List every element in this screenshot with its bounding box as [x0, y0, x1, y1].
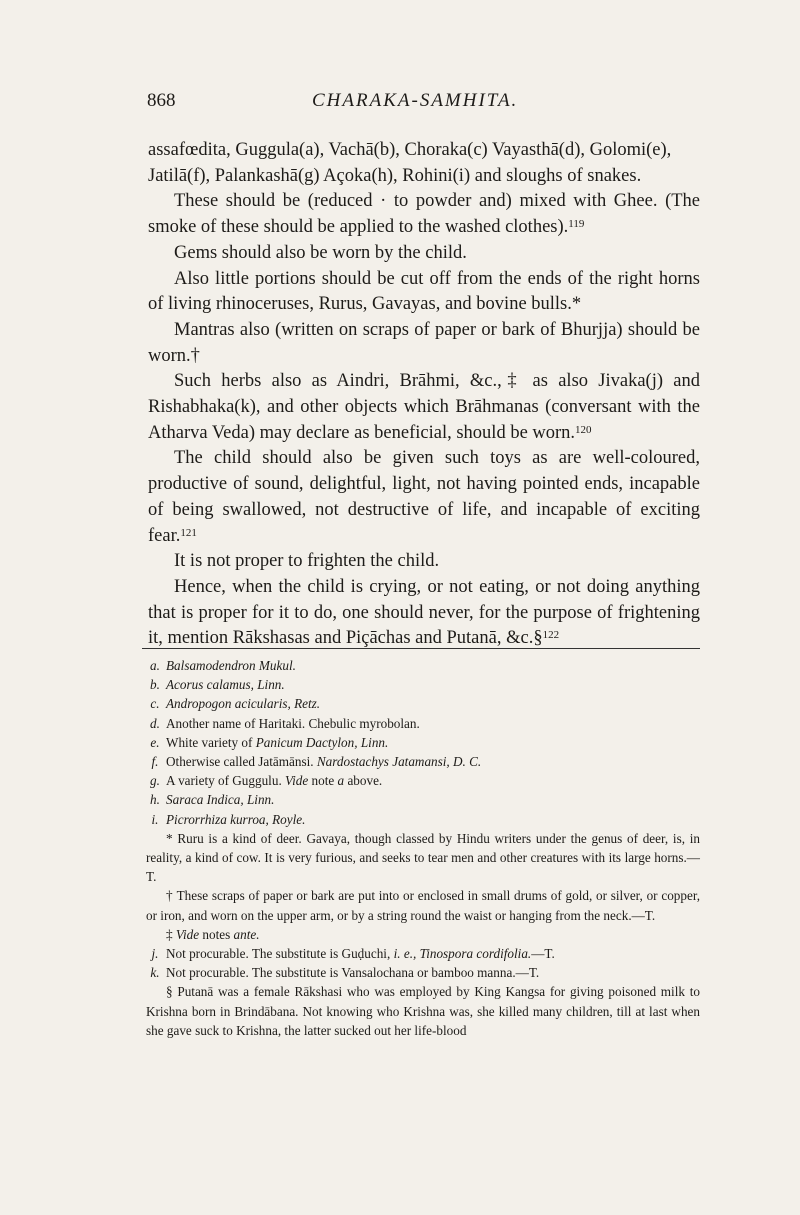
footnote-b	[146, 675, 700, 694]
paragraph-6-text: Such herbs also as Aindri, Brāhmi, &c.,‡ as also Jivaka(j) and Rishabhaka(k), and other objects which Brāhmanas (conversant with the Atharva Veda) may declare as beneficial, should be worn.	[148, 371, 700, 443]
footnote-letter: f.	[151, 754, 159, 770]
footnote-text: Another name of Haritaki. Chebulic myrobolan.	[166, 715, 420, 731]
ref-122: 122	[542, 629, 560, 642]
footnotes	[146, 656, 700, 1040]
footnote-d	[146, 714, 700, 733]
footnote-vide: Vide	[175, 926, 200, 942]
paragraph-6	[148, 369, 700, 446]
footnote-f	[146, 752, 700, 771]
footnote-letter: c.	[150, 696, 160, 712]
footnote-j	[146, 944, 700, 963]
page-number: 868	[147, 90, 176, 111]
ref-121: 121	[180, 526, 197, 539]
paragraph-2	[148, 189, 700, 240]
footnote-vide: Vide	[285, 773, 309, 789]
footnote-double-dagger	[146, 925, 700, 944]
footnote-c	[146, 694, 700, 713]
footnote-g	[146, 771, 700, 790]
paragraph-7	[148, 446, 700, 549]
footnote-text: notes	[199, 926, 234, 942]
footnote-text: A variety of Guggulu.	[166, 773, 286, 789]
footnote-text: Saraca Indica, Linn.	[166, 792, 275, 808]
paragraph-3: Gems should also be worn by the child.	[174, 242, 467, 263]
footnote-text: Andropogon acicularis, Retz.	[166, 696, 321, 712]
footnote-ie: i. e.,	[393, 946, 417, 962]
footnote-k	[146, 963, 700, 982]
footnote-species: Tinospora cordifolia.	[419, 946, 532, 962]
main-text	[148, 138, 700, 652]
footnote-letter: j.	[151, 946, 159, 962]
paragraph-8: It is not proper to frighten the child.	[174, 551, 440, 572]
footnote-i	[146, 810, 700, 829]
footnote-text: Acorus calamus, Linn.	[166, 677, 285, 693]
footnote-section: § Putanā was a female Rākshasi who was employed by King Kangsa for giving poisoned milk to Krishna born in Brindābana. Not knowing who Krishna was, she killed many children, till at last when she gave suck to Krishna, the latter sucked out her life-blood	[146, 984, 700, 1038]
ref-120: 120	[575, 423, 592, 436]
footnote-rule	[142, 648, 700, 649]
footnote-text: White variety of	[166, 734, 256, 750]
footnote-text: Balsamodendron Mukul.	[166, 658, 296, 673]
footnote-text: Not procurable. The substitute is Vansalochana or bamboo manna.—T.	[166, 965, 540, 981]
footnote-ref-letter: a	[337, 773, 345, 789]
paragraph-2-text: These should be (reduced · to powder and) mixed with Ghee. (The smoke of these should be applied to the washed clothes).	[148, 191, 700, 238]
footnote-letter: k.	[150, 965, 160, 981]
paragraph-7-text: The child should also be given such toys as are well-coloured, productive of sound, delightful, light, not having pointed ends, incapable of being swallowed, not destructive of life, and incapable of exciting fear.	[148, 448, 700, 546]
footnote-letter: d.	[150, 715, 160, 731]
footnote-mark: ‡	[166, 926, 176, 942]
footnote-text: Otherwise called Jatāmānsi.	[166, 754, 317, 770]
footnote-h	[146, 790, 700, 809]
footnote-star: * Ruru is a kind of deer. Gavaya, though classed by Hindu writers under the genus of deer, is, in reality, a kind of cow. It is very furious, and seeks to tear men and other creatures with its large horns.—T.	[146, 830, 700, 885]
paragraph-4: Also little portions should be cut off from the ends of the right horns of living rhinoceruses, Rurus, Gavayas, and bovine bulls.*	[148, 268, 700, 315]
footnote-e	[146, 733, 700, 752]
footnote-ante: ante.	[233, 926, 260, 942]
footnote-text: Picrorrhiza kurroa, Royle.	[166, 811, 306, 827]
footnote-a	[146, 656, 700, 675]
footnote-dagger: † These scraps of paper or bark are put into or enclosed in small drums of gold, or silver, or copper, or iron, and worn on the upper arm, or by a string round the waist or hanging from the neck.—T.	[146, 888, 700, 923]
footnote-letter: e.	[150, 734, 160, 750]
footnote-letter: h.	[150, 792, 160, 808]
footnote-text: note	[308, 773, 338, 789]
ref-119: 119	[568, 218, 585, 231]
paragraph-1-line-2: Jatilā(f), Palankashā(g) Açoka(h), Rohini(i) and sloughs of snakes.	[148, 165, 642, 186]
footnote-text: Not procurable. The substitute is Guḍuchi,	[166, 946, 394, 962]
paragraph-1-line-1: assafœdita, Guggula(a), Vachā(b), Choraka(c) Vayasthā(d), Golomi(e),	[148, 140, 672, 160]
page-header	[147, 90, 700, 120]
footnote-text: above.	[344, 773, 383, 789]
footnote-text: —T.	[531, 946, 555, 962]
footnote-letter: b.	[150, 677, 160, 693]
footnote-letter: i.	[151, 811, 159, 827]
footnote-letter: g.	[150, 773, 160, 789]
paragraph-5: Mantras also (written on scraps of paper or bark of Bhurjja) should be worn.†	[148, 319, 700, 366]
footnote-species: Nardostachys Jatamansi, D. C.	[316, 754, 482, 770]
footnote-letter: a.	[150, 658, 160, 673]
running-head: CHARAKA-SAMHITA.	[312, 90, 519, 111]
paragraph-9-text: Hence, when the child is crying, or not eating, or not doing anything that is proper for it to do, one should never, for the purpose of frightening it, mention Rākshasas and Piçāchas and Putanā, &c.§	[148, 576, 700, 649]
paragraph-9	[148, 575, 700, 652]
footnote-species: Panicum Dactylon, Linn.	[255, 734, 389, 750]
